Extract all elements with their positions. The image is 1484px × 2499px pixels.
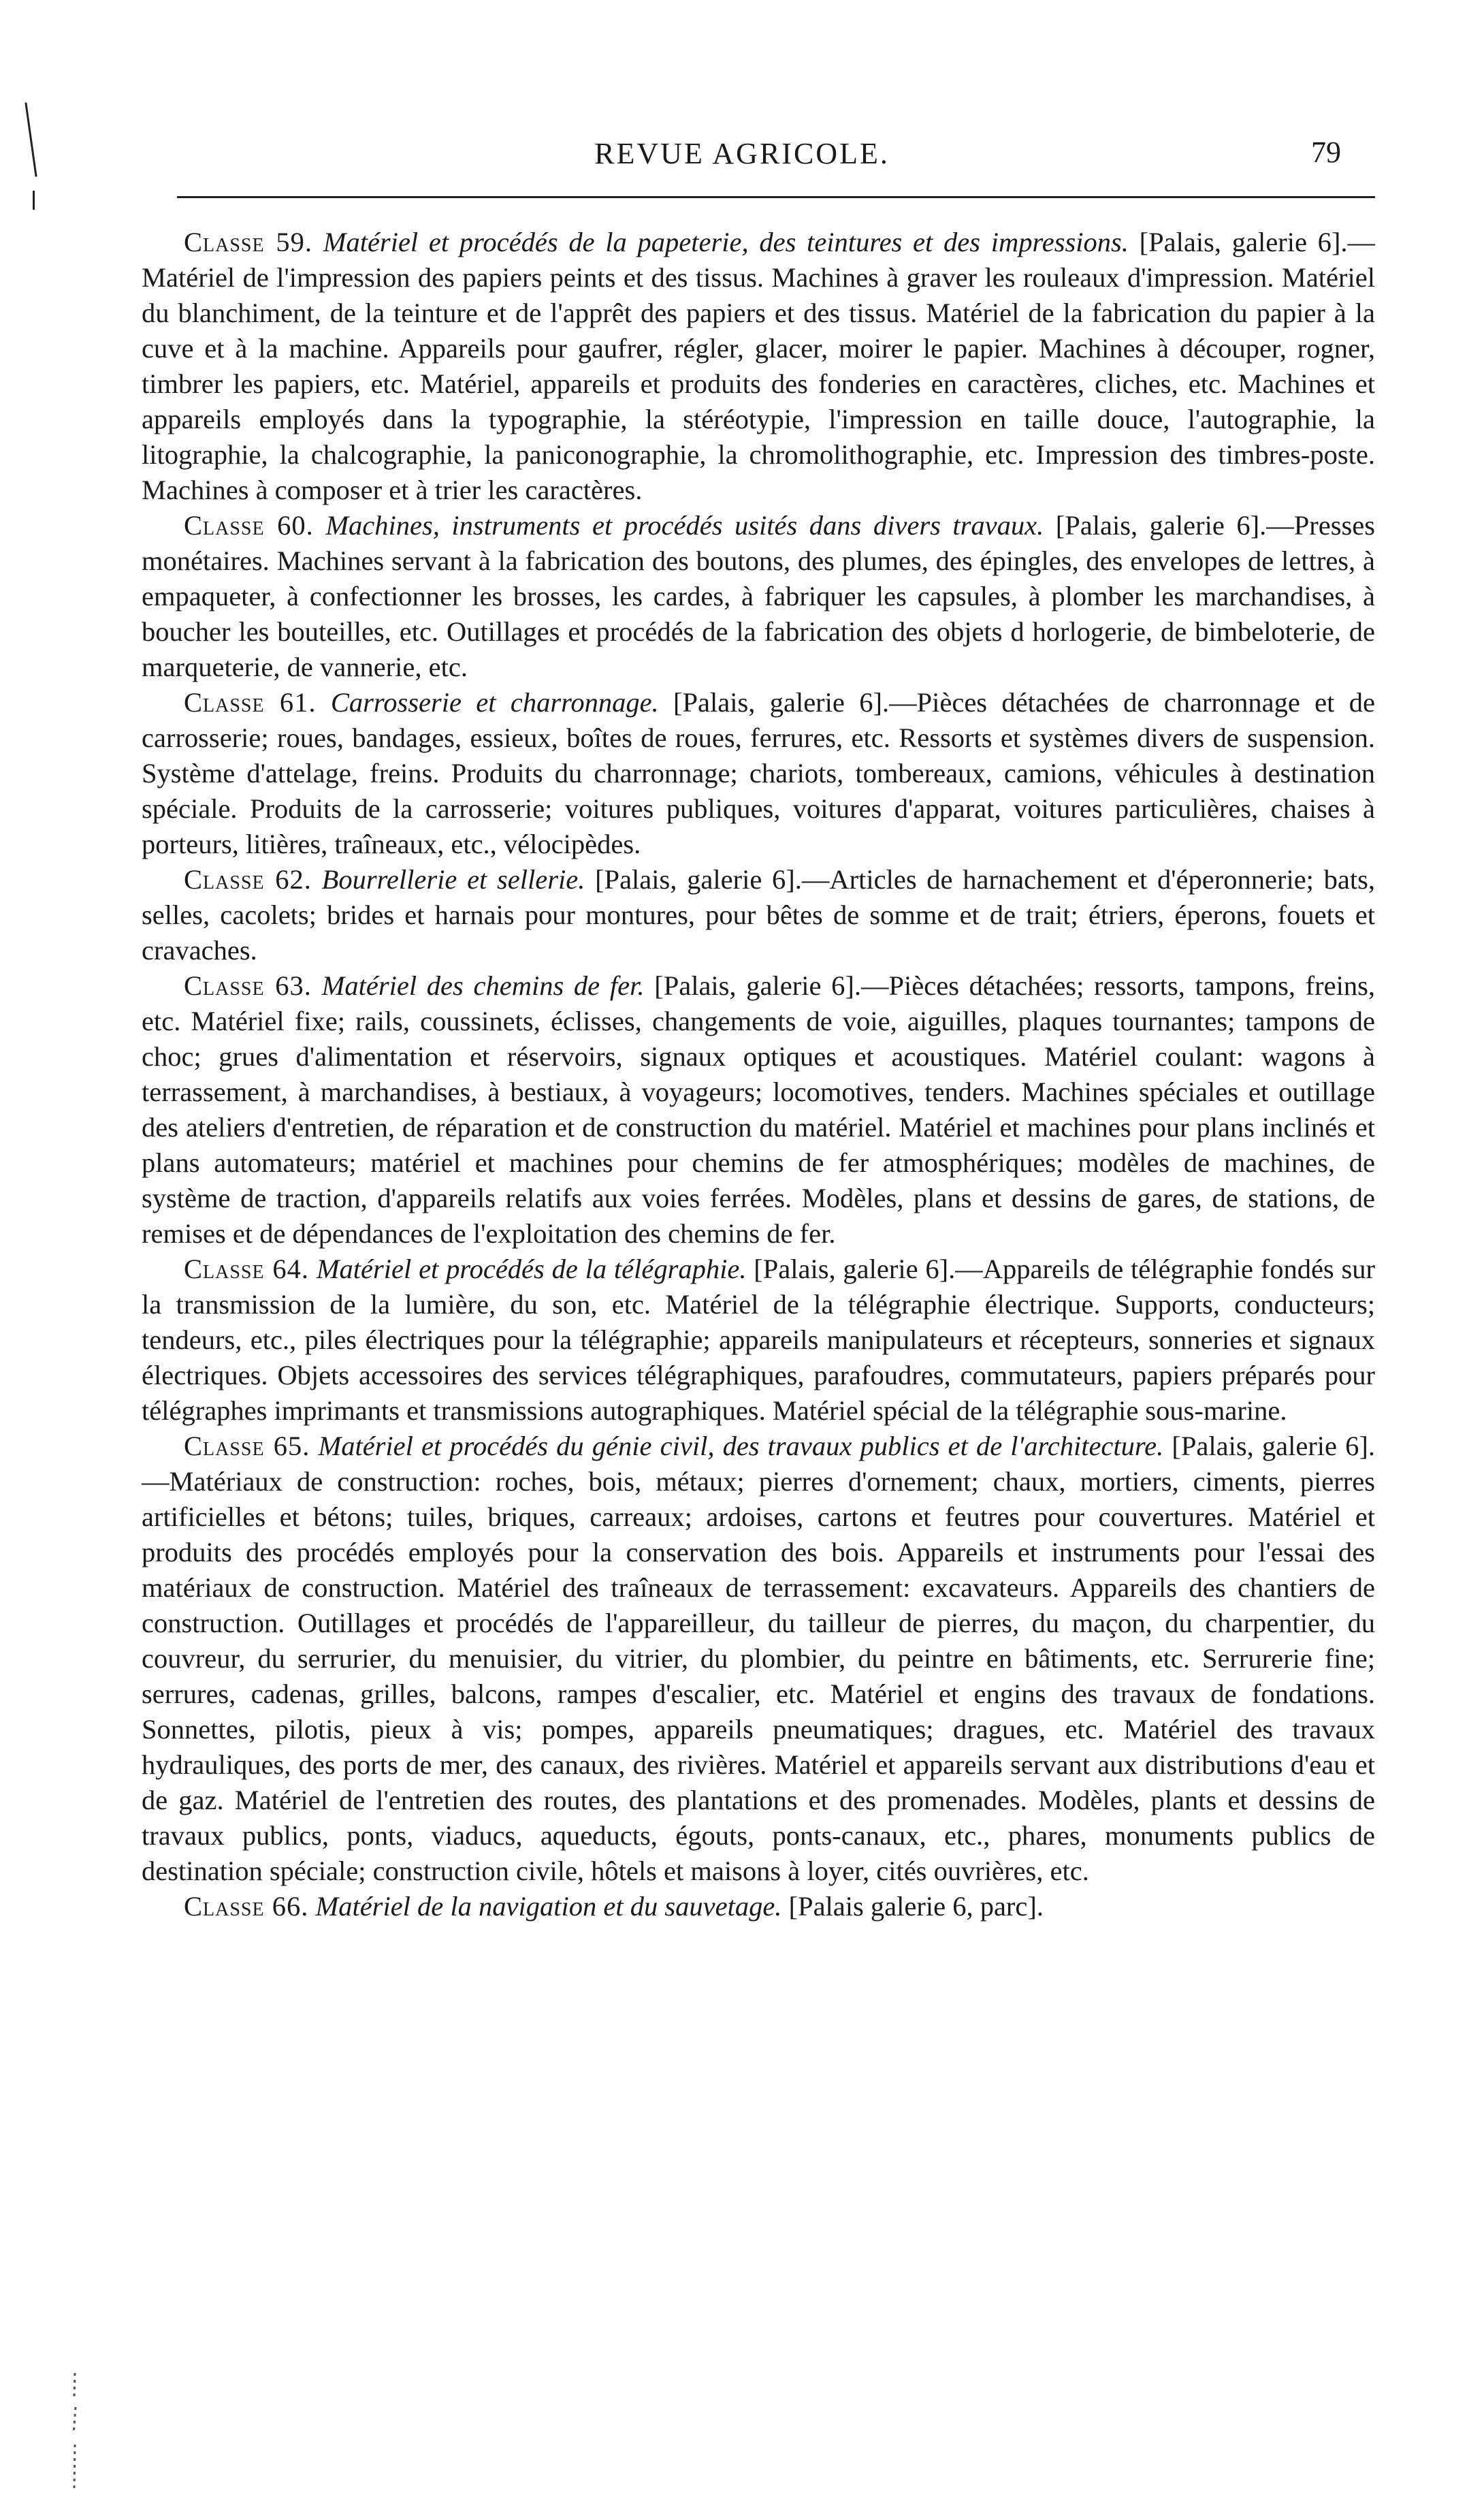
page-number: 79 (1311, 136, 1341, 169)
class-entry (142, 225, 1375, 508)
class-entry (142, 968, 1375, 1252)
class-entry (142, 1252, 1375, 1429)
class-title: Matériel et procédés de la papeterie, des teintures et des impressions. (323, 227, 1129, 257)
class-text: [Palais, galerie 6].—Matériel de l'impression des papiers peints et des tissus. Machines à graver les rouleaux d'impression. Matériel du blanchiment, de la teinture et de l'apprêt des papiers et des tissus. Matériel de la fabrication du papier à la cuve et à la machine. Appareils pour gaufrer, régler, glacer, moirer le papier. Machines à découper, rogner, timbrer les papiers, etc. Matériel, appareils et produits des fonderies en caractères, cliches, etc. Machines et appareils employés dans la typographie, la stéréotypie, l'impression en taille douce, l'autographie, la litographie, la chalcographie, la paniconographie, la chromolithographie, etc. Impression des timbres-poste. Machines à composer et à trier les caractères. (142, 227, 1376, 505)
class-text: [Palais, galerie 6].—Pièces détachées de charronnage et de carrosserie; roues, bandages, essieux, boîtes de roues, ferrures, etc. Ressorts et systèmes divers de suspension. Système d'attelage, freins. Produits du charronnage; chariots, tombereaux, camions, véhicules à destination spéciale. Produits de la carrosserie; voitures publiques, voitures d'apparat, voitures particulières, chaises à porteurs, litières, traîneaux, etc., vélocipèdes. (142, 687, 1375, 859)
class-title: Matériel de la navigation et du sauvetage. (315, 1891, 782, 1922)
header-rule (177, 196, 1375, 198)
class-label: Classe 63. (184, 970, 312, 1001)
class-entry (142, 1889, 1375, 1924)
class-title: Bourrellerie et sellerie. (321, 864, 585, 895)
margin-mark (33, 191, 35, 210)
class-entry (142, 508, 1375, 685)
class-label: Classe 60. (184, 510, 314, 541)
class-text: [Palais galerie 6, parc]. (788, 1891, 1044, 1922)
class-label: Classe 64. (184, 1254, 310, 1284)
class-title: Matériel des chemins de fer. (321, 970, 645, 1001)
class-label: Classe 59. (184, 227, 312, 257)
class-label: Classe 61. (184, 687, 317, 718)
page-header (0, 136, 1484, 184)
class-text: [Palais, galerie 6].—Pièces détachées; ressorts, tampons, freins, etc. Matériel fixe; rails, coussinets, éclisses, changements de voie, aiguilles, plaques tournantes; tampons de choc; grues d'alimentation et réservoirs, signaux optiques et acoustiques. Matériel coulant: wagons à terrassement, à marchandises, à bestiaux, à voyageurs; locomotives, tenders. Machines spéciales et outillage des ateliers d'entretien, de réparation et de construction du matériel. Matériel et machines pour plans inclinés et plans automateurs; matériel et machines pour chemins de fer atmosphériques; modèles de machines, de système de traction, d'appareils relatifs aux voies ferrées. Modèles, plans et dessins de gares, de stations, de remises et de dépendances de l'exploitation des chemins de fer. (142, 970, 1376, 1249)
class-label: Classe 62. (184, 864, 312, 895)
class-entry (142, 685, 1375, 862)
class-title: Machines, instruments et procédés usités dans divers travaux. (325, 510, 1044, 541)
class-title: Matériel et procédés de la télégraphie. (316, 1254, 747, 1284)
class-title: Carrosserie et charronnage. (330, 687, 659, 718)
class-title: Matériel et procédés du génie civil, des travaux publics et de l'architecture. (318, 1431, 1164, 1461)
body-text (142, 225, 1375, 1924)
class-text: [Palais, galerie 6].—Presses monétaires. Machines servant à la fabrication des boutons, des plumes, des épingles, des envelopes de lettres, à empaqueter, à confectionner les brosses, les cardes, à fabriquer les capsules, à plomber les marchandises, à boucher les bouteilles, etc. Outillages et procédés de la fabrication des objets d horlogerie, de bimbeloterie, de marqueterie, de vannerie, etc. (142, 510, 1376, 682)
class-label: Classe 65. (184, 1431, 310, 1461)
class-text: [Palais, galerie 6].—Articles de harnachement et d'éperonnerie; bats, selles, cacolets; brides et harnais pour montures, pour bêtes de somme et de trait; étriers, éperons, fouets et cravaches. (142, 864, 1376, 966)
class-entry (142, 1429, 1375, 1889)
class-text: [Palais, galerie 6].—Appareils de télégraphie fondés sur la transmission de la lumière, du son, etc. Matériel de la télégraphie électrique. Supports, conducteurs; tendeurs, etc., piles électriques pour la télégraphie; appareils manipulateurs et récepteurs, sonneries et signaux électriques. Objets accessoires des services télégraphiques, parafoudres, commutateurs, papiers préparés pour télégraphes imprimants et transmissions autographiques. Matériel spécial de la télégraphie sous-marine. (142, 1254, 1375, 1426)
class-text: [Palais, galerie 6].—Matériaux de construction: roches, bois, métaux; pierres d'ornement; chaux, mortiers, ciments, pierres artificielles et bétons; tuiles, briques, carreaux; ardoises, cartons et feutres pour couvertures. Matériel et produits des procédés employés pour la conservation des bois. Appareils et instruments pour l'essai des matériaux de construction. Matériel des traîneaux de terrassement: excavateurs. Appareils des chantiers de construction. Outillages et procédés de l'appareilleur, du tailleur de pierres, du maçon, du charpentier, du couvreur, du serrurier, du menuisier, du vitrier, du plombier, du peintre en bâtiments, etc. Serrurerie fine; serrures, cadenas, grilles, balcons, rampes d'escalier, etc. Matériel et engins des travaux de fondations. Sonnettes, pilotis, pieux à vis; pompes, appareils pneumatiques; dragues, etc. Matériel des travaux hydrauliques, des ports de mer, des canaux, des rivières. Matériel et appareils servant aux distributions d'eau et de gaz. Matériel de l'entretien des routes, des plantations et des promenades. Modèles, plants et dessins de travaux publics, ponts, viaducs, aqueducts, égouts, ponts-canaux, etc., phares, monuments publics de destination spéciale; construction civile, hôtels et maisons à loyer, cités ouvrières, etc. (142, 1431, 1376, 1886)
margin-annotation (65, 2370, 85, 2492)
class-label: Classe 66. (184, 1891, 309, 1922)
class-entry (142, 862, 1375, 968)
running-title: REVUE AGRICOLE. (594, 137, 890, 170)
